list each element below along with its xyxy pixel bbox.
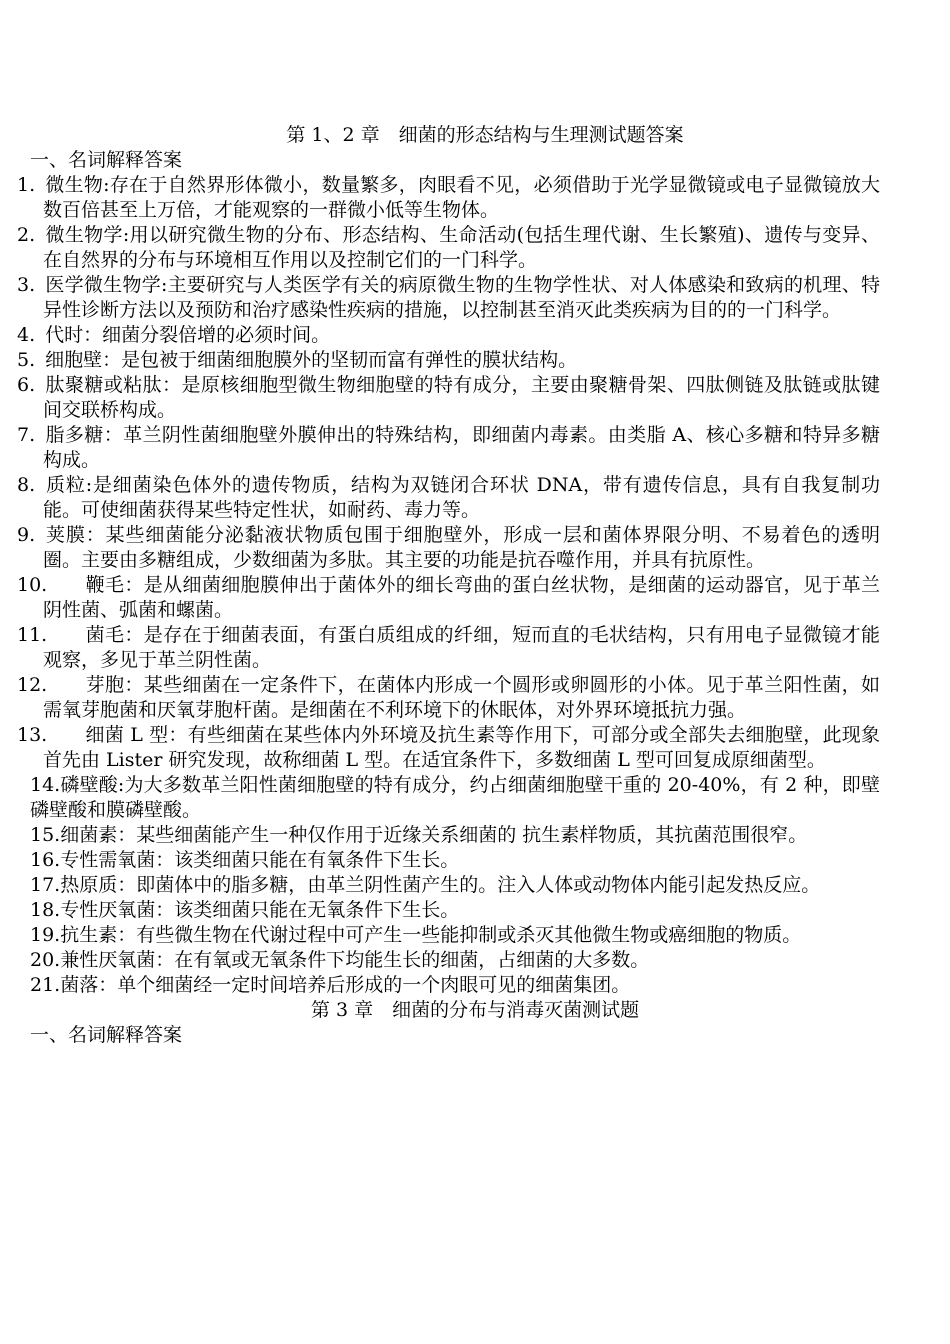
item-number: 18. (30, 899, 61, 921)
item-number: 5. (17, 349, 36, 371)
item-text: 磷壁酸:为大多数革兰阳性菌细胞壁的特有成分，约占细菌细胞壁干重的 20-40%，有 2 种，即壁磷壁酸和膜磷壁酸。 (30, 774, 880, 821)
section-heading: 一、名词解释答案 (30, 149, 183, 171)
definition-item (17, 223, 880, 273)
item-number: 3. (17, 274, 36, 296)
definition-item (30, 873, 880, 898)
item-text: 专性需氧菌：该类细菌只能在有氧条件下生长。 (60, 849, 460, 871)
item-text: 细胞壁：是包被于细菌细胞膜外的坚韧而富有弹性的膜状结构。 (45, 349, 578, 371)
item-number: 14. (30, 774, 61, 796)
definition-list (17, 173, 880, 998)
item-text: 微生物学:用以研究微生物的分布、形态结构、生命活动(包括生理代谢、生长繁殖)、遗传与变异、在自然界的分布与环境相互作用以及控制它们的一门科学。 (43, 224, 880, 271)
item-number: 15. (30, 824, 61, 846)
item-number: 19. (30, 924, 61, 946)
document-body (17, 123, 880, 1048)
item-number: 2. (17, 224, 36, 246)
item-text: 细菌 L 型：有些细菌在某些体内外环境及抗生素等作用下，可部分或全部失去细胞壁，此现象首先由 Lister 研究发现，故称细菌 L 型。在适宜条件下，多数细菌 L 型可回复成原细菌型。 (43, 724, 880, 771)
item-number: 8. (17, 474, 36, 496)
definition-item (30, 973, 880, 998)
item-number: 9. (17, 524, 36, 546)
definition-item (30, 948, 880, 973)
item-number: 13. (17, 724, 48, 746)
item-text: 热原质：即菌体中的脂多糖，由革兰阴性菌产生的。注入人体或动物体内能引起发热反应。 (60, 874, 821, 896)
item-text: 荚膜：某些细菌能分泌黏液状物质包围于细胞壁外，形成一层和菌体界限分明、不易着色的透明圈。主要由多糖组成，少数细菌为多肽。其主要的功能是抗吞噬作用，并具有抗原性。 (43, 524, 880, 571)
item-text: 鞭毛：是从细菌细胞膜伸出于菌体外的细长弯曲的蛋白丝状物，是细菌的运动器官，见于革兰阴性菌、弧菌和螺菌。 (43, 574, 880, 621)
definition-item (17, 473, 880, 523)
item-text: 专性厌氧菌：该类细菌只能在无氧条件下生长。 (60, 899, 460, 921)
item-number: 12. (17, 674, 48, 696)
definition-item (17, 573, 880, 623)
item-text: 医学微生物学:主要研究与人类医学有关的病原微生物的生物学性状、对人体感染和致病的机理、特异性诊断方法以及预防和治疗感染性疾病的措施，以控制甚至消灭此类疾病为目的的一门科学。 (43, 274, 880, 321)
item-text: 细菌素：某些细菌能产生一种仅作用于近缘关系细菌的 抗生素样物质，其抗菌范围很窄。 (60, 824, 808, 846)
item-number: 20. (30, 949, 61, 971)
item-number: 10. (17, 574, 48, 596)
definition-item (30, 823, 880, 848)
definition-item (17, 323, 880, 348)
item-text: 菌毛：是存在于细菌表面，有蛋白质组成的纤细，短而直的毛状结构，只有用电子显微镜才能观察，多见于革兰阴性菌。 (43, 624, 880, 671)
item-number: 6. (17, 374, 36, 396)
definition-item (17, 373, 880, 423)
item-number: 4. (17, 324, 36, 346)
definition-item (17, 423, 880, 473)
item-text: 菌落：单个细菌经一定时间培养后形成的一个肉眼可见的细菌集团。 (60, 974, 631, 996)
definition-item (30, 923, 880, 948)
section-heading-2: 一、名词解释答案 (30, 1024, 183, 1046)
item-number: 21. (30, 974, 61, 996)
definition-item (30, 898, 880, 923)
item-text: 肽聚糖或粘肽：是原核细胞型微生物细胞壁的特有成分，主要由聚糖骨架、四肽侧链及肽链或肽键间交联桥构成。 (43, 374, 880, 421)
item-text: 质粒:是细菌染色体外的遗传物质，结构为双链闭合环状 DNA，带有遗传信息，具有自我复制功能。可使细菌获得某些特定性状，如耐药、毒力等。 (43, 474, 880, 521)
definition-item (17, 348, 880, 373)
item-number: 1. (17, 174, 36, 196)
definition-item (17, 673, 880, 723)
item-text: 抗生素：有些微生物在代谢过程中可产生一些能抑制或杀灭其他微生物或癌细胞的物质。 (60, 924, 802, 946)
definition-item (17, 723, 880, 773)
item-number: 16. (30, 849, 61, 871)
item-number: 11. (17, 624, 48, 646)
chapter-title: 第 1、2 章 细菌的形态结构与生理测试题答案 (286, 124, 684, 146)
item-number: 7. (17, 424, 36, 446)
definition-item (30, 848, 880, 873)
item-text: 兼性厌氧菌：在有氧或无氧条件下均能生长的细菌，占细菌的大多数。 (60, 949, 650, 971)
definition-item (30, 773, 880, 823)
item-text: 脂多糖：革兰阴性菌细胞壁外膜伸出的特殊结构，即细菌内毒素。由类脂 A、核心多糖和特异多糖构成。 (43, 424, 880, 471)
item-text: 芽胞：某些细菌在一定条件下，在菌体内形成一个圆形或卵圆形的小体。见于革兰阳性菌，如需氧芽胞菌和厌氧芽胞杆菌。是细菌在不利环境下的休眠体，对外界环境抵抗力强。 (43, 674, 880, 721)
definition-item (17, 173, 880, 223)
definition-item (17, 623, 880, 673)
definition-item (17, 273, 880, 323)
item-text: 代时：细菌分裂倍增的必须时间。 (45, 324, 331, 346)
item-number: 17. (30, 874, 61, 896)
item-text: 微生物:存在于自然界形体微小，数量繁多，肉眼看不见，必须借助于光学显微镜或电子显微镜放大数百倍甚至上万倍，才能观察的一群微小低等生物体。 (43, 174, 880, 221)
definition-item (17, 523, 880, 573)
chapter-title-2: 第 3 章 细菌的分布与消毒灭菌测试题 (310, 999, 640, 1021)
